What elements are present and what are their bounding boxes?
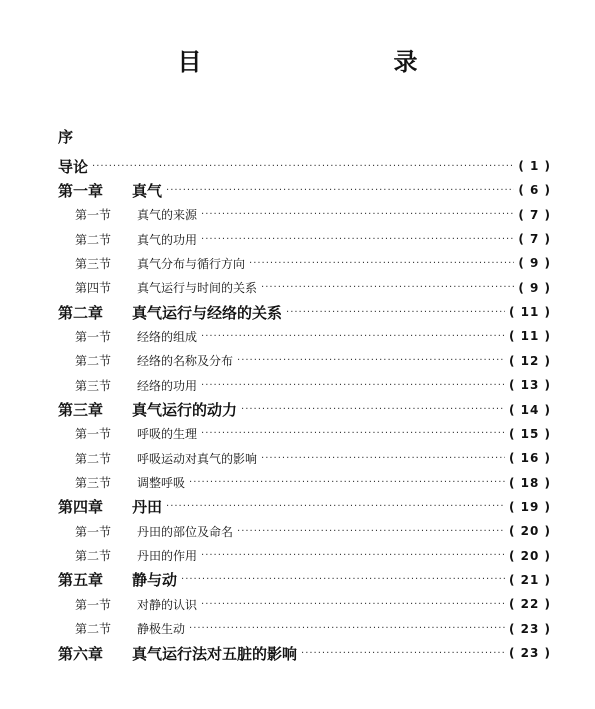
page-number: ( 1 ) — [518, 159, 551, 173]
page-number: ( 22 ) — [508, 597, 551, 612]
entry-number: 第二节 — [75, 232, 112, 247]
page-number: ( 6 ) — [518, 183, 551, 198]
entry-title: 静极生动 — [137, 622, 186, 637]
entry-title: 真气 — [132, 181, 163, 200]
dot-leader — [189, 623, 505, 634]
toc-chapter-entry — [58, 178, 551, 202]
dot-leader — [166, 501, 505, 512]
dot-leader — [237, 526, 505, 537]
toc-section-entry — [75, 446, 551, 470]
entry-title: 经络的功用 — [137, 378, 198, 393]
entry-title: 调整呼吸 — [137, 476, 186, 491]
dot-leader — [92, 161, 514, 172]
toc-section-entry — [75, 251, 551, 275]
toc-chapter-entry — [58, 398, 551, 422]
entry-number: 第三节 — [75, 256, 112, 271]
toc-section-entry — [75, 592, 551, 616]
entry-title: 静与动 — [132, 571, 178, 590]
entry-number: 第三节 — [75, 476, 112, 491]
dot-leader — [189, 477, 505, 488]
page-number: ( 13 ) — [508, 378, 551, 393]
entry-title: 经络的名称及分布 — [137, 354, 234, 369]
dot-leader — [237, 355, 505, 366]
entry-number: 第一节 — [75, 427, 112, 442]
toc-section-entry — [75, 544, 551, 568]
entry-number: 导论 — [58, 157, 89, 176]
entry-title: 真气运行与时间的关系 — [137, 281, 258, 296]
dot-leader — [241, 404, 505, 415]
dot-leader — [201, 550, 505, 561]
entry-number: 第三章 — [58, 401, 104, 419]
preface-entry: 序 — [58, 128, 74, 146]
entry-title: 丹田的部位及命名 — [137, 524, 234, 539]
entry-title: 真气运行法对五脏的影响 — [132, 644, 298, 663]
page-number: ( 23 ) — [508, 621, 551, 636]
page-number: ( 20 ) — [508, 548, 551, 563]
entry-title: 丹田 — [132, 498, 163, 517]
page-number: ( 7 ) — [518, 232, 551, 247]
dot-leader — [261, 282, 514, 293]
entry-number: 第二节 — [75, 451, 112, 466]
dot-leader — [201, 380, 505, 391]
entry-number: 第二节 — [75, 622, 112, 637]
entry-number: 第一节 — [75, 329, 112, 344]
entry-number: 第六章 — [58, 644, 104, 663]
page-number: ( 20 ) — [508, 524, 551, 539]
entry-number: 第二章 — [58, 303, 104, 322]
entry-title: 真气的来源 — [137, 208, 198, 223]
toc-section-entry — [75, 373, 551, 397]
entry-number: 第四章 — [58, 498, 104, 517]
toc-section-entry — [75, 227, 551, 251]
entry-title: 真气运行与经络的关系 — [132, 303, 283, 322]
page-number: ( 14 ) — [508, 402, 551, 417]
entry-number: 第四节 — [75, 281, 112, 296]
dot-leader — [261, 453, 505, 464]
entry-number: 第一章 — [58, 181, 104, 200]
page-number: ( 18 ) — [508, 475, 551, 490]
dot-leader — [201, 209, 514, 220]
page-number: ( 23 ) — [508, 646, 551, 660]
toc-section-entry — [75, 349, 551, 373]
page-number: ( 19 ) — [508, 499, 551, 514]
toc-chapter-entry — [58, 300, 551, 324]
entry-number: 第一节 — [75, 524, 112, 539]
toc-section-entry — [75, 276, 551, 300]
entry-title: 对静的认识 — [137, 597, 198, 612]
page-number: ( 21 ) — [508, 572, 551, 587]
entry-number: 第二节 — [75, 549, 112, 564]
page-title: 目 录 — [177, 48, 466, 76]
toc-chapter-entry — [58, 495, 551, 519]
toc-section-entry — [75, 471, 551, 495]
entry-number: 第三节 — [75, 378, 112, 393]
dot-leader — [201, 428, 505, 439]
page-number: ( 16 ) — [508, 451, 551, 466]
entry-title: 真气分布与循行方向 — [137, 256, 246, 271]
entry-title: 呼吸运动对真气的影响 — [137, 451, 258, 466]
dot-leader — [201, 331, 505, 342]
toc-section-entry — [75, 519, 551, 543]
dot-leader — [166, 185, 514, 196]
toc-section-entry — [75, 617, 551, 641]
page-number: ( 7 ) — [518, 207, 551, 222]
entry-title: 真气的功用 — [137, 232, 198, 247]
toc-chapter-entry — [58, 154, 551, 178]
dot-leader — [201, 234, 514, 245]
dot-leader — [249, 258, 514, 269]
toc-section-entry — [75, 203, 551, 227]
entry-number: 第一节 — [75, 597, 112, 612]
entry-title: 经络的组成 — [137, 329, 198, 344]
entry-title: 真气运行的动力 — [132, 401, 238, 419]
entry-title: 丹田的作用 — [137, 549, 198, 564]
toc-chapter-entry — [58, 641, 551, 665]
entry-number: 第二节 — [75, 354, 112, 369]
page-number: ( 11 ) — [508, 329, 551, 344]
toc-chapter-entry — [58, 568, 551, 592]
toc-section-entry — [75, 422, 551, 446]
entry-number: 第五章 — [58, 571, 104, 590]
page-number: ( 9 ) — [518, 256, 551, 271]
entry-title: 呼吸的生理 — [137, 427, 198, 442]
page-number: ( 15 ) — [508, 426, 551, 441]
toc-section-entry — [75, 324, 551, 348]
dot-leader — [286, 307, 505, 318]
dot-leader — [201, 599, 505, 610]
entry-number: 第一节 — [75, 208, 112, 223]
dot-leader — [181, 574, 505, 585]
dot-leader — [301, 648, 505, 659]
page-number: ( 11 ) — [508, 305, 551, 320]
page-number: ( 9 ) — [518, 280, 551, 295]
page-number: ( 12 ) — [508, 353, 551, 368]
